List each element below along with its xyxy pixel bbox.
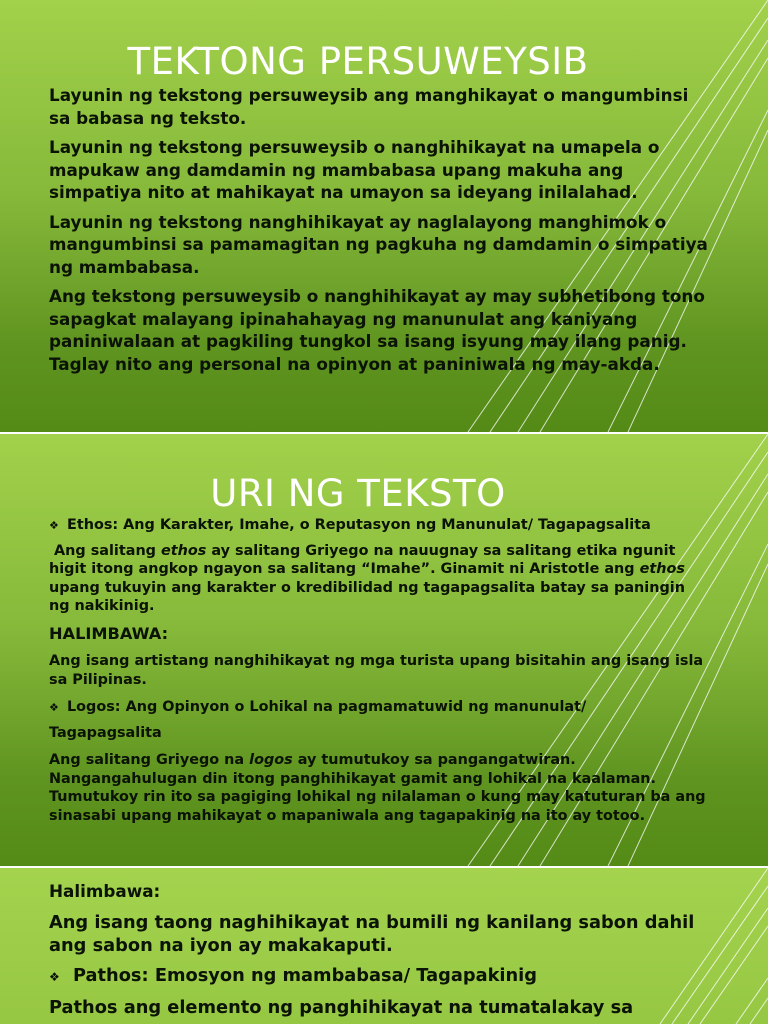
bullet-logos — [49, 698, 709, 718]
text-segment: ay tumutukoy sa pangangatwiran. Nangangahulugan din itong panghihikayat gamit ang lohikal na kaalaman. Tumutukoy rin ito sa pagiging lohikal ng nilalaman o kung may katuturan ba ang sinasabi upang mahikayat o mapaniwala ang tagapakinig na ito ay totoo. — [49, 752, 706, 824]
bullet-label: Logos: Ang Opinyon o Lohikal na pagmamatuwid ng manunulat/ — [67, 699, 587, 715]
diamond-bullet-icon: ❖ — [49, 701, 59, 714]
diamond-bullet-icon: ❖ — [49, 519, 59, 532]
slide-body — [49, 880, 709, 1019]
paragraph: Layunin ng tekstong nanghihikayat ay naglalayong manghimok o mangumbinsi sa pamamagitan ng pagkuha ng damdamin o simpatiya ng mambabasa. — [49, 211, 708, 277]
slide-1 — [0, 0, 768, 432]
diamond-bullet-icon: ❖ — [49, 969, 60, 984]
bullet-ethos — [49, 516, 709, 536]
bullet-pathos — [49, 965, 709, 989]
text-segment: Ang salitang Griyego na — [49, 752, 250, 768]
slide-body — [49, 516, 709, 834]
halimbawa-heading: Halimbawa: — [49, 881, 161, 901]
bullet-label: Ethos: Ang Karakter, Imahe, o Reputasyon ng Manunulat/ Tagapagsalita — [67, 517, 651, 533]
halimbawa-heading: HALIMBAWA: — [49, 623, 169, 643]
bullet-label: Pathos: Emosyon ng mambabasa/ Tagapakinig — [73, 964, 537, 986]
text-segment: Ang salitang — [54, 542, 161, 559]
slide-title: URI NG TEKSTO — [210, 472, 506, 515]
text-segment: ay salitang Griyego na nauugnay sa salitang etika ngunit higit itong angkop ngayon sa salitang “Imahe”. Ginamit ni Aristotle ang — [49, 542, 676, 577]
italic-term: ethos — [161, 542, 207, 559]
pathos-description: Pathos ang elemento ng panghihikayat na tumatalakay sa — [49, 997, 634, 1018]
logos-description — [49, 751, 709, 825]
ethos-description — [49, 542, 709, 616]
slide-title: TEKTONG PERSUWEYSIB — [127, 40, 589, 83]
slide-body — [49, 84, 709, 382]
italic-term: ethos — [639, 561, 685, 577]
paragraph: Ang tekstong persuweysib o nanghihikayat ay may subhetibong tono sapagkat malayang ipinahahayag ng manunulat ang kaniyang paniniwalaan at pagkiling tungkol sa isang isyung may ilang panig. Taglay nito ang personal na opinyon at paniniwala ng may-akda. — [49, 286, 705, 374]
italic-term: logos — [249, 752, 293, 768]
paragraph: Layunin ng tekstong persuweysib ang manghikayat o mangumbinsi sa babasa ng teksto. — [49, 85, 689, 128]
slide-3 — [0, 868, 768, 1024]
slide-2 — [0, 434, 768, 866]
halimbawa-text: Ang isang artistang nanghihikayat ng mga turista upang bisitahin ang isang isla sa Pilipinas. — [49, 653, 704, 688]
paragraph: Layunin ng tekstong persuweysib o nanghihikayat na umapela o mapukaw ang damdamin ng mambabasa upang makuha ang simpatiya nito at mahikayat na umayon sa ideyang inilalahad. — [49, 137, 660, 202]
bullet-label-continuation: Tagapagsalita — [49, 724, 162, 741]
text-segment: upang tukuyin ang karakter o kredibilidad ng tagapagsalita batay sa paningin ng nakikinig. — [49, 579, 685, 614]
halimbawa-text: Ang isang taong naghihikayat na bumili ng kanilang sabon dahil ang sabon na iyon ay makakaputi. — [49, 911, 695, 956]
